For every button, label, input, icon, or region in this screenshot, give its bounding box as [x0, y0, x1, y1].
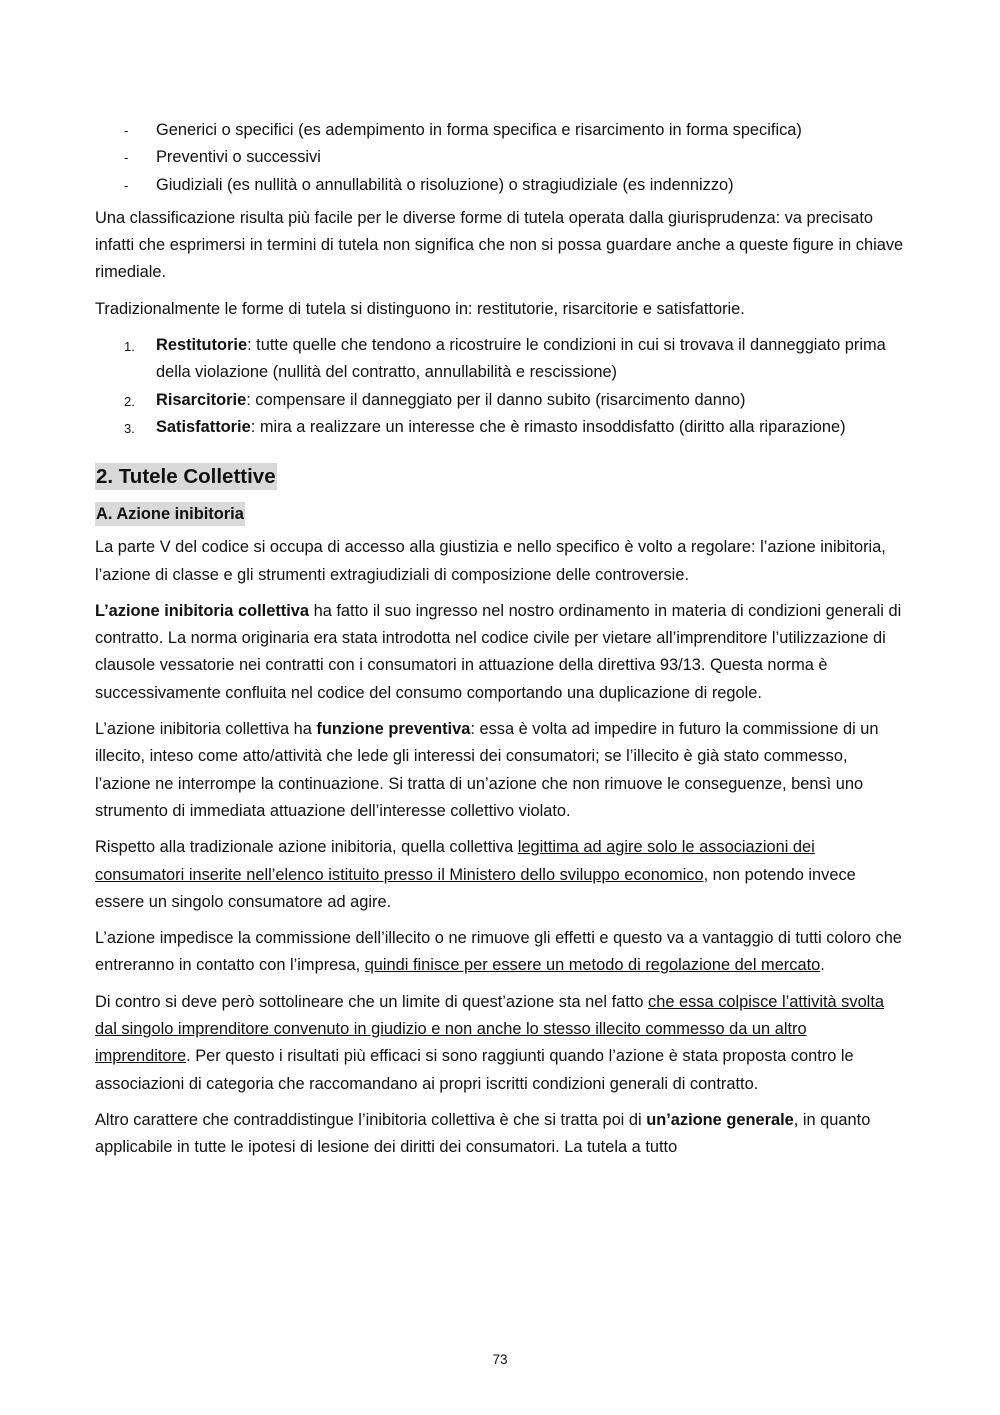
term: Restitutorie [156, 336, 248, 355]
list-item: 3. Satisfattorie: mira a realizzare un interesse che è rimasto insoddisfatto (diritto alla riparazione) [95, 414, 905, 441]
list-item: 2. Risarcitorie: compensare il danneggiato per il danno subito (risarcimento danno) [95, 387, 905, 414]
page-number: 73 [492, 1352, 508, 1367]
list-item: - Giudiziali (es nullità o annullabilità o risoluzione) o stragiudiziale (es indennizzo) [95, 172, 905, 199]
paragraph: Rispetto alla tradizionale azione inibitoria, quella collettiva legittima ad agire solo le associazioni dei consumatori inserite nell’elenco istituito presso il Ministero dello sviluppo economico, non potendo invece essere un singolo consumatore ad agire. [95, 838, 856, 911]
numbered-list [95, 332, 905, 441]
list-item: 1. Restitutorie: tutte quelle che tendono a ricostruire le condizioni in cui si trovava il danneggiato prima della violazione (nullità del contratto, annullabilità e rescissione) [95, 332, 905, 387]
list-number: 3. [124, 420, 135, 436]
subsection-heading: A. Azione inibitoria [95, 502, 245, 526]
paragraph: L’azione inibitoria collettiva ha fatto il suo ingresso nel nostro ordinamento in materia di condizioni generali di contratto. La norma originaria era stata introdotta nel codice civile per vietare all’imprenditore l’utilizzazione di clausole vessatorie nei contratti con i consumatori in attuazione della direttiva 93/13. Questa norma è successivamente confluita nel codice del consumo comportando una duplicazione di regole. [95, 601, 902, 702]
list-number: 1. [124, 339, 135, 355]
dash-marker: - [124, 123, 129, 138]
list-item: - Preventivi o successivi [95, 144, 905, 171]
subsection-heading-wrap [95, 502, 905, 534]
paragraph: Di contro si deve però sottolineare che un limite di quest’azione sta nel fatto che essa colpisce l’attività svolta dal singolo imprenditore convenuto in giudizio e non anche lo stesso illecito commesso da un altro imprenditore. Per questo i risultati più efficaci si sono raggiunti quando l’azione è stata proposta contro le associazioni di categoria che raccomandano ai propri iscritti condizioni generali di contratto. [95, 992, 884, 1093]
term: Risarcitorie [156, 390, 247, 409]
list-number: 2. [124, 393, 135, 409]
list-item: - Generici o specifici (es adempimento in forma specifica e risarcimento in forma specifica) [95, 117, 905, 144]
section-heading: 2. Tutele Collettive [96, 465, 276, 489]
paragraph: Una classificazione risulta più facile per le diverse forme di tutela operata dalla giurisprudenza: va precisato infatti che esprimersi in termini di tutela non significa che non si possa guardare anche a queste figure in chiave rimediale. [95, 208, 904, 282]
document-page [95, 117, 905, 1171]
paragraph: Altro carattere che contraddistingue l’inibitoria collettiva è che si tratta poi di un’azione generale, in quanto applicabile in tutte le ipotesi di lesione dei diritti dei consumatori. La tutela a tutto [95, 1110, 871, 1157]
dash-list [95, 117, 905, 199]
paragraph: Tradizionalmente le forme di tutela si distinguono in: restitutorie, risarcitorie e satisfattorie. [95, 299, 745, 318]
dash-marker: - [124, 150, 129, 166]
paragraph: L’azione inibitoria collettiva ha funzione preventiva: essa è volta ad impedire in futuro la commissione di un illecito, inteso come atto/attività che lede gli interessi dei consumatori; se l’illecito è già stato commesso, l’azione ne interrompe la continuazione. Si tratta di un’azione che non rimuove le conseguenze, bensì uno strumento di immediata attuazione dell’interesse collettivo violato. [95, 720, 879, 820]
term: Satisfattorie [156, 417, 251, 436]
dash-marker: - [124, 177, 129, 193]
paragraph: L’azione impedisce la commissione dell’illecito o ne rimuove gli effetti e questo va a vantaggio di tutti coloro che entreranno in contatto con l’impresa, quindi finisce per essere un metodo di regolazione del mercato. [95, 929, 902, 975]
section-heading-wrap [95, 451, 905, 502]
paragraph: La parte V del codice si occupa di accesso alla giustizia e nello specifico è volto a regolare: l’azione inibitoria, l’azione di classe e gli strumenti extragiudiziali di composizione delle controversie. [95, 538, 886, 584]
